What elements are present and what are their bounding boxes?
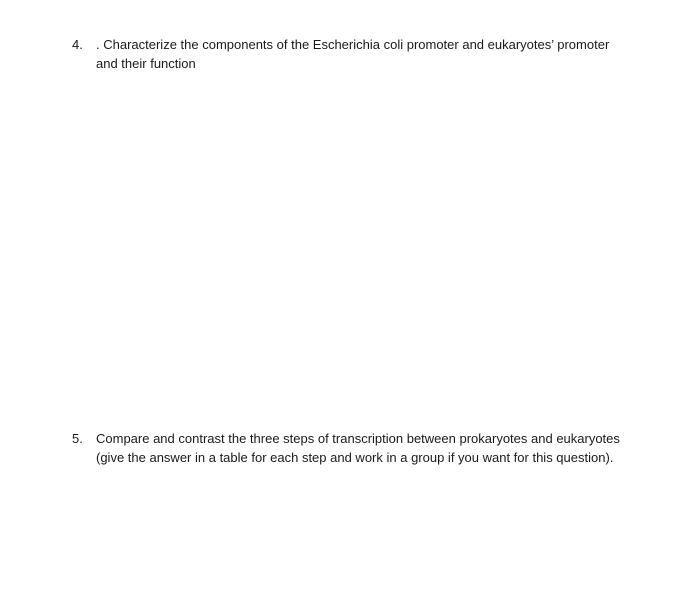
question-text (96, 429, 642, 467)
question-text (96, 35, 642, 73)
question-text-line: and their function (96, 56, 196, 71)
question-number: 5. (72, 431, 83, 446)
question-4 (72, 35, 642, 73)
question-text-line: . Characterize the components of the Escherichia coli promoter and eukaryotes’ promoter (96, 37, 610, 52)
question-5 (72, 429, 642, 467)
question-text-line: Compare and contrast the three steps of transcription between prokaryotes and eukaryotes (96, 431, 620, 446)
question-text-line: (give the answer in a table for each step and work in a group if you want for this question). (96, 450, 614, 465)
question-number: 4. (72, 37, 83, 52)
